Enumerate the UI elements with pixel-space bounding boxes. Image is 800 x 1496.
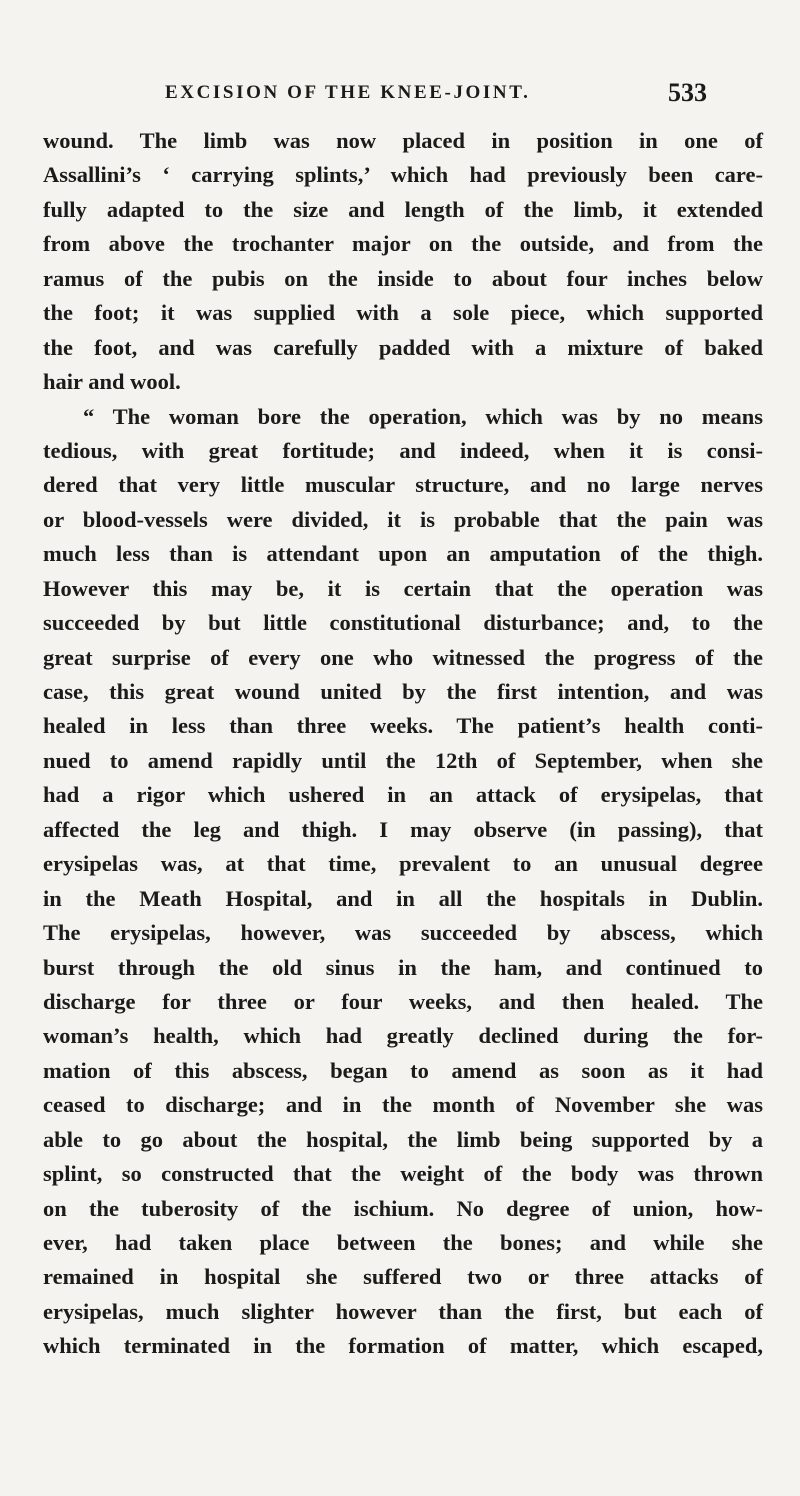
text-line: “ The woman bore the operation, which was by no means [83,403,763,429]
text-line: tedious, with great fortitude; and indeed, when it is consi- [43,437,763,463]
text-line: erysipelas, much slighter however than the first, but each of [43,1298,763,1324]
text-line: fully adapted to the size and length of the limb, it extended [43,196,763,222]
text-line: nued to amend rapidly until the 12th of September, when she [43,747,763,773]
text-line: in the Meath Hospital, and in all the hospitals in Dublin. [43,885,763,911]
text-line: healed in less than three weeks. The patient’s health conti- [43,713,763,739]
text-line: The erysipelas, however, was succeeded by abscess, which [43,920,763,946]
text-line: mation of this abscess, began to amend as soon as it had [43,1057,763,1083]
text-line: the foot; it was supplied with a sole piece, which supported [43,300,763,326]
running-head [0,78,800,118]
running-head-title: EXCISION OF THE KNEE-JOINT. [165,82,531,103]
text-line: erysipelas was, at that time, prevalent to an unusual degree [43,851,763,877]
text-line: succeeded by but little constitutional disturbance; and, to the [43,610,763,636]
text-line: able to go about the hospital, the limb being supported by a [43,1126,763,1152]
body-text [43,124,763,1364]
text-line: remained in hospital she suffered two or three attacks of [43,1264,763,1290]
text-line: or blood-vessels were divided, it is probable that the pain was [43,506,763,532]
page-number: 533 [668,78,707,107]
text-line: hair and wool. [43,369,181,395]
text-line: discharge for three or four weeks, and then healed. The [43,988,763,1014]
text-line: burst through the old sinus in the ham, and continued to [43,954,763,980]
text-line: woman’s health, which had greatly declined during the for- [43,1023,763,1049]
text-line: dered that very little muscular structure, and no large nerves [43,472,763,498]
text-line: case, this great wound united by the first intention, and was [43,679,763,704]
text-line: on the tuberosity of the ischium. No degree of union, how- [43,1195,763,1221]
text-line: affected the leg and thigh. I may observe (in passing), that [43,816,763,842]
text-line: which terminated in the formation of matter, which escaped, [43,1333,763,1359]
text-line: from above the trochanter major on the outside, and from the [43,231,763,257]
text-line: the foot, and was carefully padded with a mixture of baked [43,334,763,360]
text-line: Assallini’s ‘ carrying splints,’ which had previously been care- [43,162,763,188]
text-line: ceased to discharge; and in the month of November she was [43,1092,763,1118]
text-line: much less than is attendant upon an amputation of the thigh. [43,541,763,567]
text-line: However this may be, it is certain that the operation was [43,575,763,601]
text-line: wound. The limb was now placed in position in one of [43,128,763,153]
text-line: splint, so constructed that the weight of the body was thrown [43,1161,763,1187]
text-line: ramus of the pubis on the inside to about four inches below [43,265,763,291]
text-line: ever, had taken place between the bones; and while she [43,1230,763,1255]
text-line: had a rigor which ushered in an attack of erysipelas, that [43,782,763,808]
text-line: great surprise of every one who witnessed the progress of the [43,644,763,670]
